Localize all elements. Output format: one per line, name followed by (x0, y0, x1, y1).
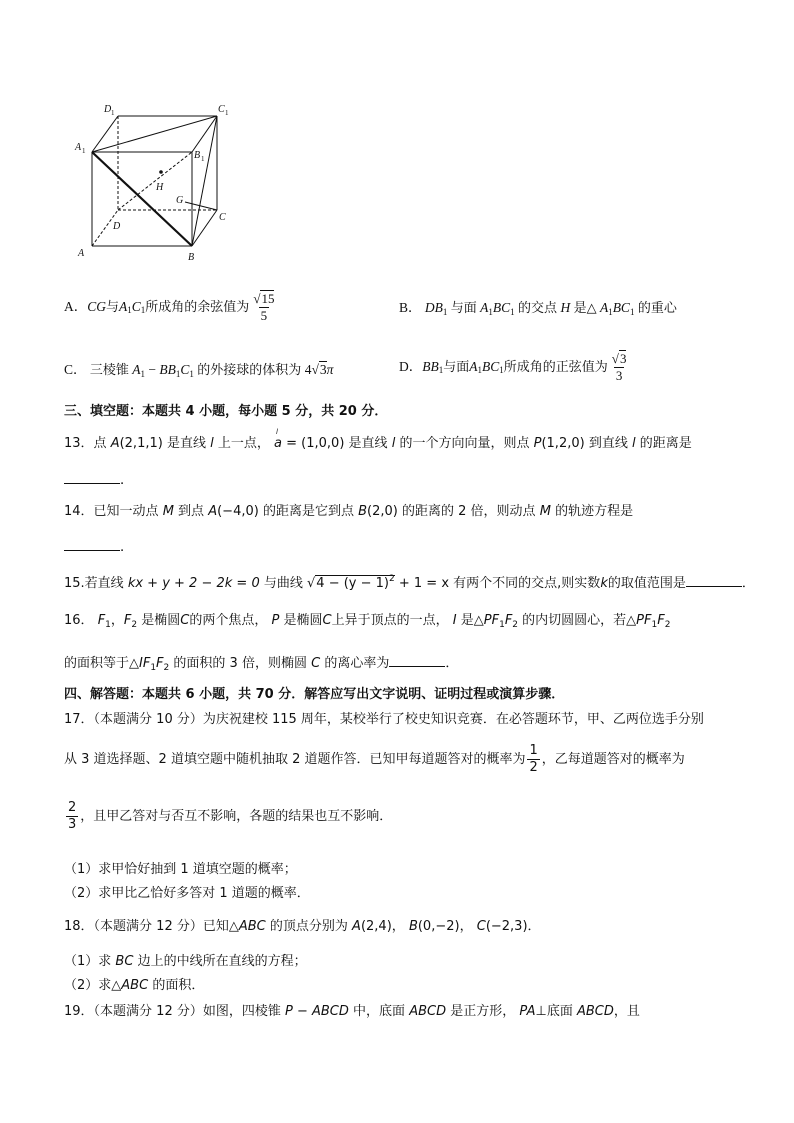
question-15-answer-blank[interactable] (686, 574, 742, 587)
label-D1: D (104, 104, 112, 115)
option-b: B． $DB_1$ 与面 $A_1BC_1$ 的交点 H 是△ $A_1BC_1$ 的重心 (399, 300, 677, 317)
svg-text:1: 1 (82, 147, 86, 155)
fraction-sqrt3-over-3: $\frac{√3}{3}$ (611, 351, 627, 383)
fraction-two-thirds: $\frac{2}{3}$ (68, 800, 77, 832)
question-17-part-2: （2）求甲比乙恰好多答对 1 道题的概率． (64, 886, 310, 901)
question-18-part-1: （1）求 BC 边上的中线所在直线的方程； (64, 954, 307, 969)
label-B: B (188, 252, 195, 263)
question-19: 19．（本题满分 12 分）如图，四棱锥 P − ABCD 中，底面 ABCD 是正方形， PA⊥底面 ABCD，且 (64, 1004, 640, 1019)
question-13: 13．点 A(2,1,1) 是直线 l 上一点， l a = (1,0,0) 是直线 l 的一个方向向量，则点 P(1,2,0) 到直线 l 的距离是 (64, 428, 692, 451)
svg-text:1: 1 (111, 109, 115, 117)
option-d: D． BB 1 与面 A 1 BC 1 所成角的正弦值为 $\frac{√3}{3}$ (399, 351, 627, 383)
question-16-answer-blank[interactable] (389, 654, 445, 667)
fraction-sqrt15-over-5: $\frac{√15}{5}$ (253, 291, 275, 323)
option-c: C． 三棱锥 $A_1 - BB_1C_1$ 的外接球的体积为 4√3π (64, 362, 334, 379)
question-13-answer-blank[interactable]: ． (64, 471, 134, 487)
question-16-line-2: 的面积等于$\triangle IF_1F_2$ 的面积的 3 倍，则椭圆 C 的离心率为 ． (64, 656, 459, 673)
option-a: A． CG 与 A 1 C 1 所成角的余弦值为 $\frac{√15}{5}$ (64, 291, 275, 323)
section-4-heading: 四、解答题：本题共 6 小题，共 70 分．解答应写出文字说明、证明过程或演算步骤． (64, 687, 565, 702)
question-14: 14．已知一动点 M 到点 A(−4,0) 的距离是它到点 B(2,0) 的距离的 2 倍，则动点 M 的轨迹方程是 (64, 504, 634, 519)
question-18-part-2: （2）求△ABC 的面积． (64, 978, 205, 993)
question-17-line-1: 17．（本题满分 10 分）为庆祝建校 115 周年，某校举行了校史知识竞赛．在必答题环节，甲、乙两位选手分别 (64, 712, 704, 727)
question-16-line-1: 16． $F_1$，$F_2$ 是椭圆C的两个焦点， P 是椭圆C上异于顶点的一点， I 是$\triangle PF_1F_2$ 的内切圆圆心，若$\triangle PF_1F_2$ (64, 613, 671, 630)
svg-text:1: 1 (201, 155, 205, 163)
fraction-one-half: $\frac{1}{2}$ (529, 743, 538, 775)
label-H: H (156, 182, 164, 193)
label-C: C (219, 212, 226, 223)
label-A1: A (75, 142, 82, 153)
cube-figure (70, 95, 240, 265)
label-C1: C (218, 104, 225, 115)
label-D: D (113, 221, 121, 232)
question-18: 18．（本题满分 12 分）已知△ABC 的顶点分别为 A(2,4)， B(0,−2)， C(−2,3)． (64, 919, 541, 934)
label-A: A (78, 248, 85, 259)
label-B1: B (194, 150, 201, 161)
question-17-part-1: （1）求甲恰好抽到 1 道填空题的概率； (64, 862, 297, 877)
question-17-line-2: 从 3 道选择题、2 道填空题中随机抽取 2 道题作答．已知甲每道题答对的概率为 $\frac{1}{2}$ ，乙每道题答对的概率为 (64, 743, 685, 775)
question-15: 15.若直线 kx + y + 2 − 2k = 0 与曲线 $√4 - (y - 1)^2 + 1 = x$ 有两个不同的交点,则实数k的取值范围是 ． (64, 574, 755, 591)
svg-text:1: 1 (225, 109, 229, 117)
question-17-line-3: $\frac{2}{3}$ ，且甲乙答对与否互不影响，各题的结果也互不影响． (68, 800, 393, 832)
label-G: G (176, 195, 184, 206)
section-3-heading: 三、填空题：本题共 4 小题，每小题 5 分，共 20 分． (64, 404, 388, 419)
question-14-answer-blank[interactable]: ． (64, 538, 134, 554)
